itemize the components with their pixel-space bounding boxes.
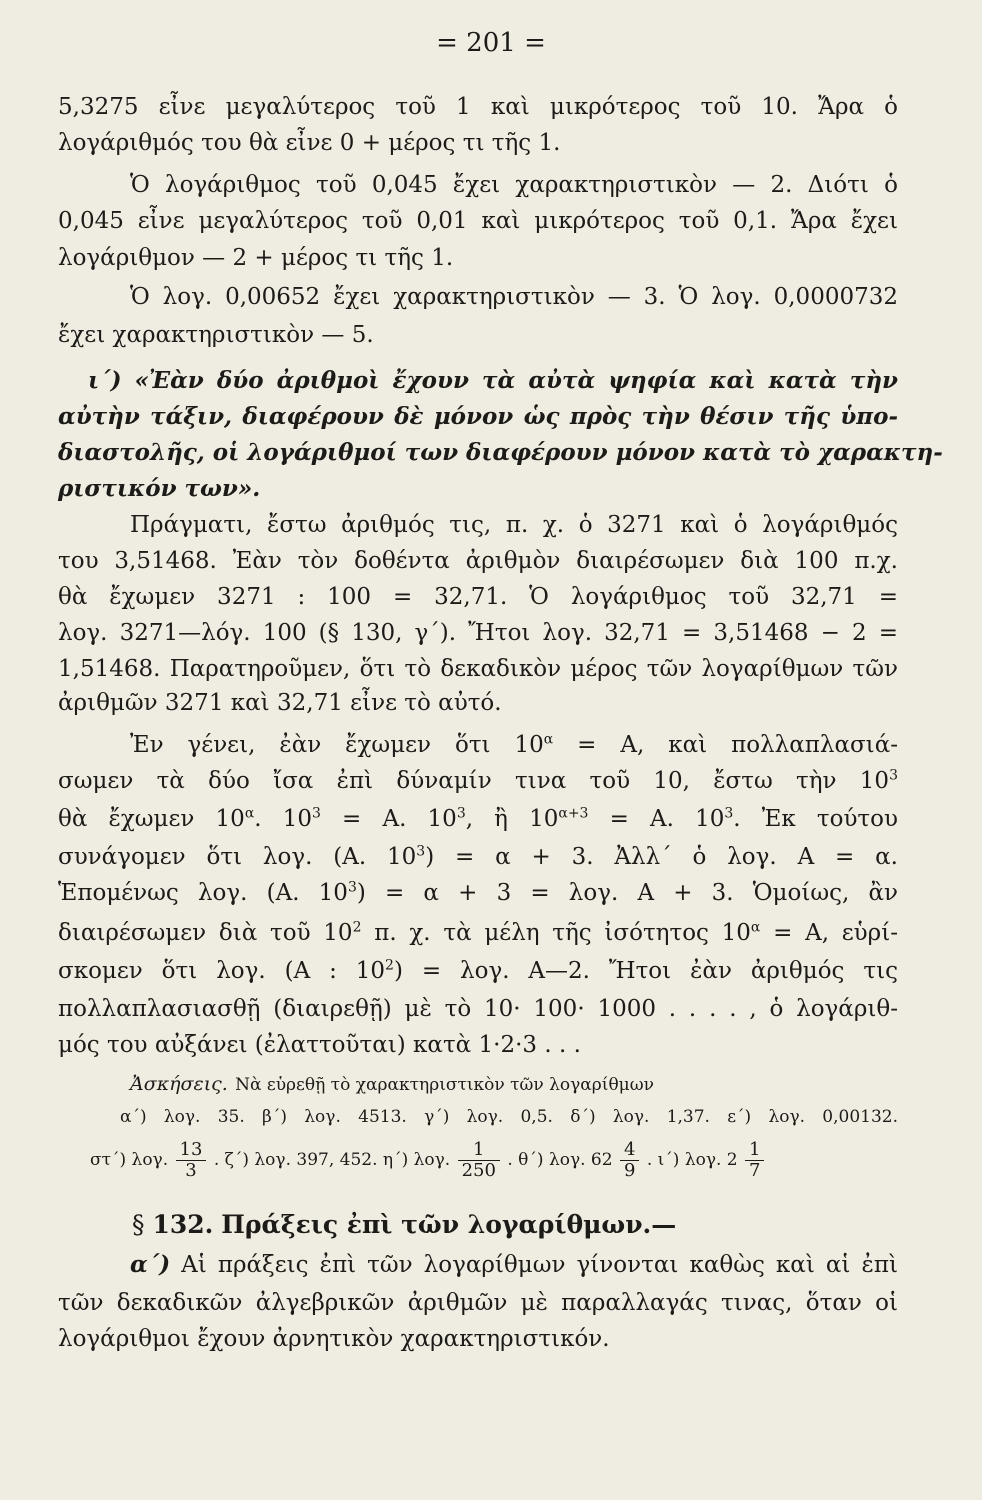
text-line: σκομεν ὅτι λογ. (Α : $10^2) = \lambda o\gamma$. Α—2. Ἤτοι ἐὰν ἀριθμός τις bbox=[58, 957, 898, 984]
text-line: συνάγομεν ὅτι λογ. (Α. $10^3) = \alpha + 3$. Ἀλλ΄ ὁ λογ. Α = α. bbox=[58, 843, 898, 870]
fraction: $\frac{13}{3}$ bbox=[176, 1140, 207, 1181]
text-line: πολλαπλασιασθῇ (διαιρεθῇ) μὲ τὸ 10· 100· 1000 . . . . , ὁ λογάριθ- bbox=[58, 996, 898, 1022]
exercises-title: Ἀσκήσεις. bbox=[130, 1073, 228, 1095]
text-line: Ἐν γένει, ἐὰν ἔχωμεν ὅτι $10^\alpha = A$, καὶ πολλαπλασιά- bbox=[130, 731, 898, 758]
text-line: Ὁ λογάριθμος τοῦ 0,045 ἔχει χαρακτηριστικὸν — 2. Διότι ὁ bbox=[130, 172, 898, 198]
fraction: $\frac{1}{250}$ bbox=[458, 1140, 500, 1181]
section-number: 132. bbox=[152, 1210, 214, 1239]
text-line: 0,045 εἶνε μεγαλύτερος τοῦ 0,01 καὶ μικρότερος τοῦ 0,1. Ἄρα ἔχει bbox=[58, 208, 898, 234]
exercises-intro: Νὰ εὑρεθῇ τὸ χαρακτηριστικὸν τῶν λογαρίθμων bbox=[235, 1075, 654, 1095]
text-line: Πράγματι, ἔστω ἀριθμός τις, π. χ. ὁ 3271 καὶ ὁ λογάριθμός bbox=[130, 512, 898, 538]
text-line: ἔχει χαρακτηριστικὸν — 5. bbox=[58, 322, 374, 348]
text-line: Ἑπομένως λογ. (Α. $10^3) = \alpha + 3 = \lambda o\gamma$. Α + 3. Ὁμοίως, ἂν bbox=[58, 879, 898, 906]
rule-heading: αὐτὴν τάξιν, διαφέρουν δὲ μόνον ὡς πρὸς τὴν θέσιν τῆς ὑπο- bbox=[58, 403, 898, 430]
text-line: α΄) Αἱ πράξεις ἐπὶ τῶν λογαρίθμων γίνονται καθὼς καὶ αἱ ἐπὶ bbox=[130, 1251, 899, 1278]
section-heading bbox=[132, 1210, 898, 1240]
text-line: λογάριθμοι ἔχουν ἀρνητικὸν χαρακτηριστικόν. bbox=[58, 1326, 610, 1352]
exercises-header bbox=[130, 1068, 898, 1100]
fraction: $\frac{4}{9}$ bbox=[620, 1140, 639, 1181]
text-line: 1,51468. Παρατηροῦμεν, ὅτι τὸ δεκαδικὸν μέρος τῶν λογαρίθμων τῶν bbox=[58, 656, 898, 682]
rule-heading: ριστικόν των». bbox=[58, 475, 261, 502]
text-line: διαιρέσωμεν διὰ τοῦ $10^2$ π. χ. τὰ μέλη τῆς ἰσότητος $10^\alpha = A$, εὑρί- bbox=[58, 919, 898, 946]
text-line: λογ. 3271—λόγ. 100 (§ 130, γ΄). Ἤτοι λογ. 32,71 = 3,51468 − 2 = bbox=[58, 620, 898, 646]
text-line: σωμεν τὰ δύο ἴσα ἐπὶ δύναμίν τινα τοῦ 10, ἔστω τὴν $10^3$ bbox=[58, 767, 898, 794]
text-line: λογάριθμός του θὰ εἶνε 0 + μέρος τι τῆς 1. bbox=[58, 130, 561, 156]
item-label: α΄) bbox=[130, 1251, 171, 1278]
rule-heading: ι΄) «Ἐὰν δύο ἀριθμοὶ ἔχουν τὰ αὐτὰ ψηφία καὶ κατὰ τὴν bbox=[88, 367, 898, 394]
fraction: $\frac{1}{7}$ bbox=[745, 1140, 764, 1181]
section-title: Πράξεις ἐπὶ τῶν λογαρίθμων.— bbox=[221, 1210, 677, 1239]
text-line: ἀριθμῶν 3271 καὶ 32,71 εἶνε τὸ αὐτό. bbox=[58, 690, 502, 716]
text-line: Ὁ λογ. 0,00652 ἔχει χαρακτηριστικὸν — 3. Ὁ λογ. 0,0000732 bbox=[130, 284, 898, 310]
text-line: θὰ ἔχωμεν $10^\alpha$. $10^3 = A$. $10^3$, ἢ $10^{\alpha+3} = A$. $10^3$. Ἐκ τούτου bbox=[58, 805, 898, 832]
text-line: τῶν δεκαδικῶν ἀλγεβρικῶν ἀριθμῶν μὲ παραλλαγάς τινας, ὅταν οἱ bbox=[58, 1290, 898, 1316]
section-marker: § bbox=[132, 1210, 145, 1239]
text-line: θὰ ἔχωμεν 3271 : 100 = 32,71. Ὁ λογάριθμος τοῦ 32,71 = bbox=[58, 584, 898, 610]
page-number: = 201 = bbox=[436, 28, 546, 58]
exercise-row: στ΄) λογ. $\frac{13}{3}$ . ζ΄) λογ. 397, 452. η΄) λογ. $\frac{1}{250}$ . θ΄) λογ. 62 $\frac{4}{9}$ . ι΄) λογ. 2 $\frac{1}{7}$ bbox=[90, 1138, 898, 1182]
text-line: του 3,51468. Ἐὰν τὸν δοθέντα ἀριθμὸν διαιρέσωμεν διὰ 100 π.χ. bbox=[58, 548, 898, 574]
text-line: λογάριθμον — 2 + μέρος τι τῆς 1. bbox=[58, 245, 454, 271]
exercise-row: α΄) λογ. 35. β΄) λογ. 4513. γ΄) λογ. 0,5. δ΄) λογ. 1,37. ε΄) λογ. 0,00132. bbox=[120, 1107, 898, 1127]
text-line: 5,3275 εἶνε μεγαλύτερος τοῦ 1 καὶ μικρότερος τοῦ 10. Ἄρα ὁ bbox=[58, 94, 898, 120]
text-line: μός του αὐξάνει (ἐλαττοῦται) κατὰ 1·2·3 . . . bbox=[58, 1032, 581, 1058]
rule-heading: διαστολῆς, οἱ λογάριθμοί των διαφέρουν μόνον κατὰ τὸ χαρακτη- bbox=[58, 439, 943, 466]
